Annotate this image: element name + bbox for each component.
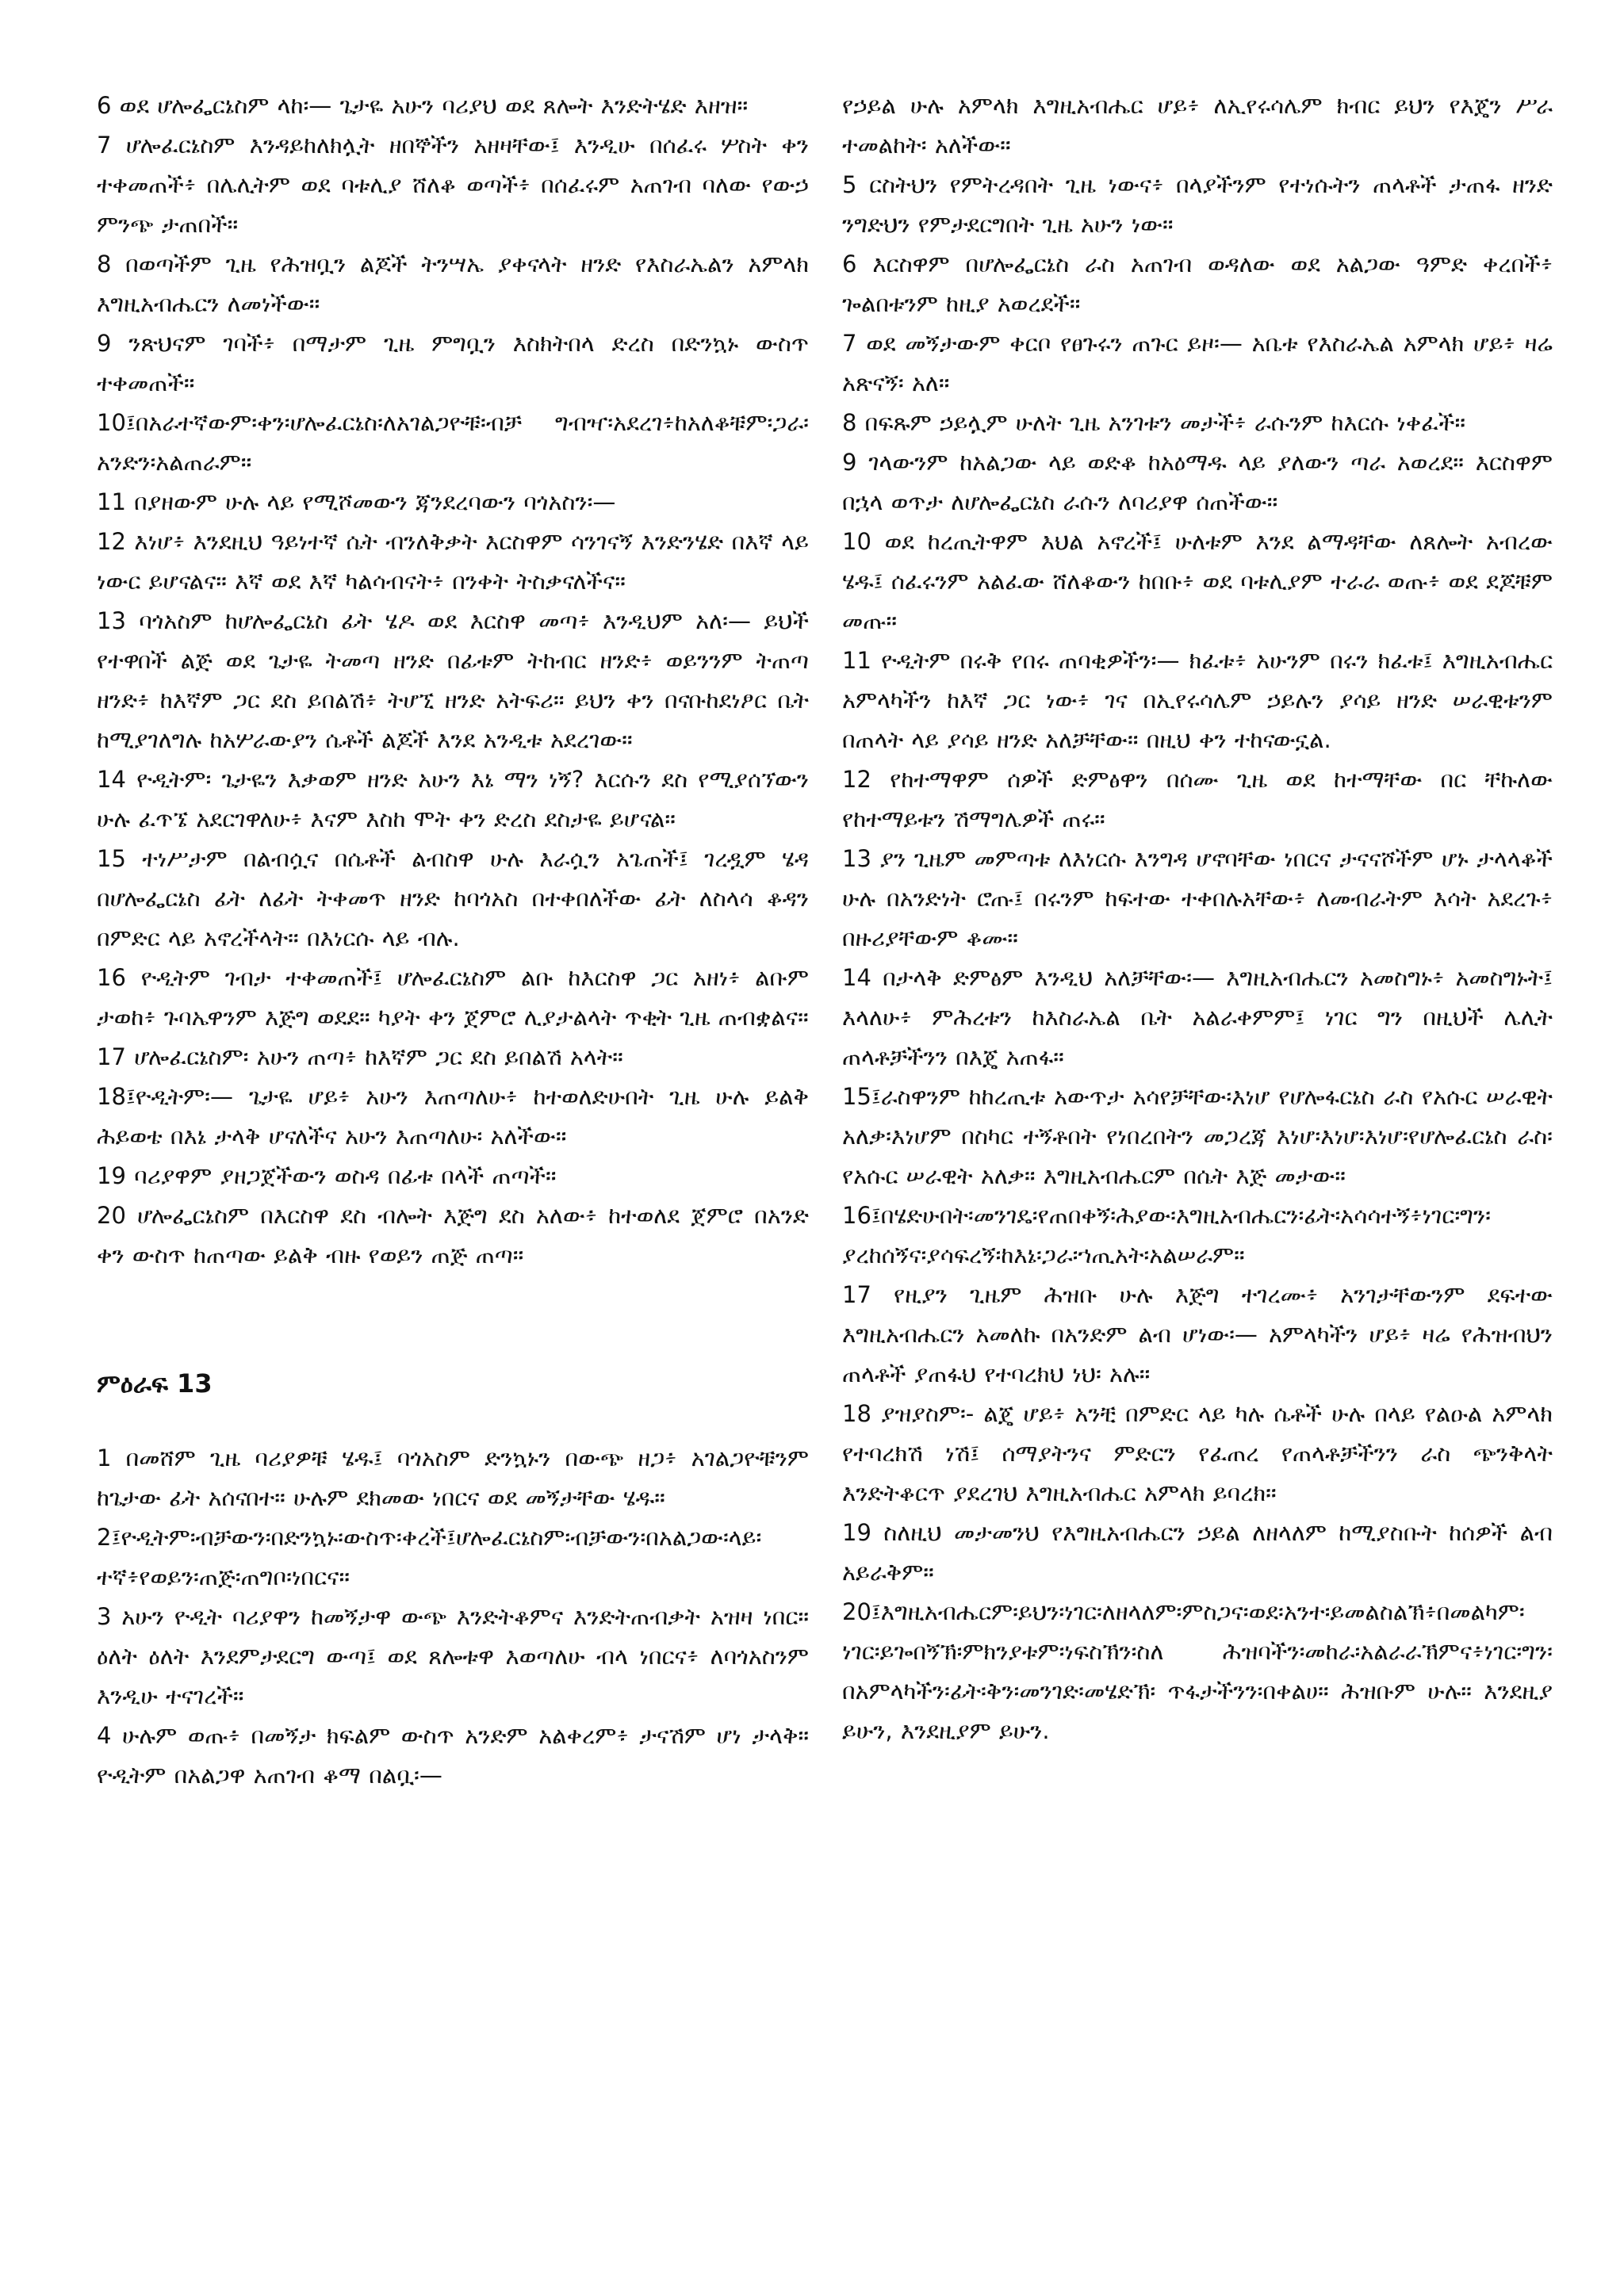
verse: 6 እርስዋም በሆሎፌርኔስ ራስ አጠገብ ወዳለው ወደ አልጋው ዓምድ ቀረበች፥ ጐልበቱንም ከዚያ አወረደች። [842,251,1553,317]
right-column [842,86,1553,1751]
verse: 19 ስለዚህ መታመንህ የእግዚአብሔርን ኃይል ለዘላለም ከሚያስቡት ከሰዎች ልብ አይራቅም። [842,1519,1553,1586]
verse: 3 አሁን ዮዲት ባሪያዋን ከመኝታዋ ውጭ እንድትቆምና እንድትጠብቃት አዝዛ ነበር። ዕለት ዕለት እንደምታደርግ ውጣ፤ ወደ ጸሎቱዋ እወጣለሁ ብላ ነበርና፥ ለባጎአስንም እንዲሁ ተናገረች። [97,1603,809,1709]
verse: 8 በወጣችም ጊዜ የሕዝቧን ልጆች ትንሣኤ ያቀናላት ዘንድ የእስራኤልን አምላክ እግዚአብሔርን ለመነችው። [97,251,809,317]
verse: 4 ሁሉም ወጡ፥ በመኝታ ክፍልም ውስጥ አንድም አልቀረም፥ ታናሽም ሆነ ታላቅ። ዮዲትም በአልጋዋ አጠገብ ቆማ በልቧ፡— [97,1722,809,1789]
left-column [97,86,809,1795]
verse: 7 ሆሎፈርኔስም እንዳይከለክሏት ዘበኞችን አዘዛቸው፤ እንዲሁ በሰፈሩ ሦስት ቀን ተቀመጠች፥ በሌሊትም ወደ ባቱሊያ ሸለቆ ወጣች፥ በሰፈሩም አጠገብ ባለው የውኃ ምንጭ ታጠበች። [97,132,809,238]
verse: 18 ያዝያስም፡- ልጄ ሆይ፥ አንቺ በምድር ላይ ካሉ ሴቶች ሁሉ በላይ የልዑል አምላክ የተባረክሽ ነሽ፤ ሰማያትንና ምድርን የፈጠረ የጠላቶቻችንን ራስ ጭንቅላት እንድትቆርጥ ያደረገህ እግዚአብሔር አምላክ ይባረክ። [842,1400,1553,1506]
verse: 14 በታላቅ ድምፅም እንዲህ አለቻቸው፡— እግዚአብሔርን አመስግኑ፥ አመስግኑት፤ እላለሁ፥ ምሕረቱን ከእስራኤል ቤት አልራቀምም፤ ነገር ግን በዚህች ሌሊት ጠላቶቻችንን በእጄ አጠፋ። [842,964,1553,1070]
verse: 20፤እግዚአብሔርም፡ይህን፡ነገር፡ለዘላለም፡ምስጋና፡ወደ፡አንተ፡ይመልስልኽ፥በመልካም፡ነገር፡ይጐበኝኽ፡ምክንያቱም፡ነፍስኽን፡ስለ ሕዝባችን፡መከራ፡አልራራኽምና፥ነገር፡ግን፡በአምላካችን፡ፊት፡ቅን፡መንገድ፡መሄድኽ፡ ጥፋታችንን፡በቀልሀ። ሕዝቡም ሁሉ። እንደዚያ ይሁን, እንደዚያም ይሁን. [842,1598,1553,1744]
verse: 9 ንጽህናም ገባች፥ በማታም ጊዜ ምግቧን እስክትበላ ድረስ በድንኳኑ ውስጥ ተቀመጠች። [97,330,809,396]
verse: 12 የከተማዋም ሰዎች ድምፅዋን በሰሙ ጊዜ ወደ ከተማቸው በር ቸኩለው የከተማይቱን ሽማግሌዎች ጠሩ። [842,766,1553,832]
verse: 13 ባጎአስም ከሆሎፌርኔስ ፊት ሄዶ ወደ እርስዋ መጣ፥ እንዲህም አለ፡— ይህች የተዋበች ልጅ ወደ ጌታዬ ትመጣ ዘንድ በፊቱም ትከብር ዘንድ፥ ወይንንም ትጠጣ ዘንድ፥ ከእኛም ጋር ደስ ይበልሽ፥ ትሆኚ ዘንድ አትፍሪ። ይህን ቀን በናቡከደነፆር ቤት ከሚያገለግሉ ከአሦራውያን ሴቶች ልጆች እንደ አንዲቱ አደረገው። [97,607,809,753]
verse: 5 ርስትህን የምትረዳበት ጊዜ ነውና፥ በላያችንም የተነሱትን ጠላቶች ታጠፋ ዘንድ ንግድህን የምታደርግበት ጊዜ አሁን ነው። [842,171,1553,238]
verse: 14 ዮዲትም፡ ጌታዬን እቃወም ዘንድ አሁን እኔ ማን ነኝ? እርሱን ደስ የሚያሰኘውን ሁሉ ፈጥኜ አደርገዋለሁ፥ እናም እስከ ሞት ቀን ድረስ ደስታዬ ይሆናል። [97,766,809,832]
verse: 1 በመሸም ጊዜ ባሪያዎቹ ሄዱ፤ ባጎአስም ድንኳኑን በውጭ ዘጋ፥ አገልጋዮቹንም ከጌታው ፊት አሰናበተ። ሁሉም ደክመው ነበርና ወደ መኝታቸው ሄዱ። [97,1445,809,1511]
verse: 17 ሆሎፈርኔስም፡ አሁን ጠጣ፥ ከእኛም ጋር ደስ ይበልሽ አላት። [97,1043,623,1070]
verse: 16 ዮዲትም ገብታ ተቀመጠች፤ ሆሎፈርኔስም ልቡ ከእርስዋ ጋር አዘነ፥ ልቡም ታወከ፥ ጉባኤዋንም እጅግ ወደደ። ካያት ቀን ጀምሮ ሊያታልላት ጥቂት ጊዜ ጠብቋልና። [97,964,809,1031]
verse: 8 በፍጹም ኃይሏም ሁለት ጊዜ አንገቱን መታች፥ ራሱንም ከእርሱ ነቀፈች። [842,409,1466,436]
verse: 16፤በሄድሁበት፡መንገዴ፡የጠበቀኝ፡ሕያው፡እግዚአብሔርን፡ፊት፡አሳሳተኝ፥ነገር፡ግን፡ያረከሰኝና፡ያሳፍረኝ፡ከእኔ፡ጋራ፡ኀጢአት፡አልሠራም። [842,1202,1492,1269]
verse: 7 ወደ መኝታውም ቀርቦ የፀጉሩን ጠጉር ይዞ፡— አቤቱ የእስራኤል አምላክ ሆይ፥ ዛሬ አጽናኝ፡ አለ። [842,330,1553,396]
verse: 18፤ዮዲትም፡— ጌታዬ ሆይ፥ አሁን እጠጣለሁ፥ ከተወለድሁበት ጊዜ ሁሉ ይልቅ ሕይወቴ በእኔ ታላቅ ሆናለችና አሁን እጠጣለሁ፡ አለችው። [97,1083,809,1150]
verse: 10 ወደ ከረጢትዋም እህል አኖረች፤ ሁለቱም እንደ ልማዳቸው ለጸሎት አብረው ሄዱ፤ ሰፈሩንም አልፈው ሸለቆውን ከበቡ፥ ወደ ባቱሊያም ተራራ ወጡ፥ ወደ ደጆቹም መጡ። [842,528,1553,634]
chapter-heading: ምዕራፍ 13 [97,1368,213,1399]
verse: 20 ሆሎፌርኔስም በእርስዋ ደስ ብሎት እጅግ ደስ አለው፥ ከተወለደ ጀምሮ በአንድ ቀን ውስጥ ከጠጣው ይልቅ ብዙ የወይን ጠጅ ጠጣ። [97,1202,809,1269]
verse: 12 እነሆ፥ እንደዚህ ዓይነተኛ ሴት ብንለቅቃት እርስዋም ሳንገናኝ እንድንሄድ በእኛ ላይ ነውር ይሆናልና። እኛ ወደ እኛ ካልሳብናት፥ በንቀት ትስቃናለችና። [97,528,809,595]
verse: 13 ያን ጊዜም መምጣቱ ለእነርሱ እንግዳ ሆኖባቸው ነበርና ታናናሾችም ሆኑ ታላላቆች ሁሉ በአንድነት ሮጡ፤ በሩንም ከፍተው ተቀበሉአቸው፥ ለመብራትም እሳት አደረጉ፥ በዙሪያቸውም ቆሙ። [842,845,1553,951]
verse: 17 የዚያን ጊዜም ሕዝቡ ሁሉ እጅግ ተገረሙ፥ አንገታቸውንም ደፍተው እግዚአብሔርን አመለኩ በአንድም ልብ ሆነው፡— አምላካችን ሆይ፥ ዛሬ የሕዝብህን ጠላቶች ያጠፋህ የተባረክህ ነህ፡ አሉ። [842,1281,1553,1387]
verse: 11 በያዘውም ሁሉ ላይ የሚሾመውን ጃንደረባውን ባጎአስን፡— [97,488,616,515]
verse: 11 ዮዲትም በሩቅ የበሩ ጠባቂዎችን፡— ክፈቱ፥ አሁንም በሩን ክፈቱ፤ እግዚአብሔር አምላካችን ከእኛ ጋር ነው፥ ገና በኢየሩሳሌም ኃይሉን ያሳይ ዘንድ ሠራዊቱንም በጠላት ላይ ያሳይ ዘንድ አለቻቸው። በዚህ ቀን ተከናውኗል. [842,647,1553,753]
verse: 15፤ራስዋንም ከከረጢቱ አውጥታ አሳየቻቸው፡እነሆ የሆሎፋርኔስ ራስ የአሱር ሠራዊት አለቃ፡እነሆም በስካር ተኝቶበት የነበረበትን መጋረጃ እነሆ፡እነሆ፡እነሆ፡የሆሎፈርኔስ ራስ፡የአሱር ሠራዊት አለቃ። እግዚአብሔርም በሴት እጅ መታው። [842,1083,1553,1189]
verse: 2፤ዮዲትም፡ብቻውን፡በድንኳኑ፡ውስጥ፡ቀረች፤ሆሎፈርኔስም፡ብቻውን፡በአልጋው፡ላይ፡ተኛ፥የወይን፡ጠጅ፡ጠግቦ፡ነበርና። [97,1524,762,1590]
verse: 10፤በአራተኛውም፡ቀን፡ሆሎፈርኔስ፡ለአገልጋዮቹ፡ብቻ ግብዣ፡አደረገ፥ከአለቆቹም፡ጋራ፡አንድን፡አልጠራም። [97,409,809,476]
verse: የኃይል ሁሉ አምላክ እግዚአብሔር ሆይ፥ ለኢየሩሳሌም ክብር ይህን የእጄን ሥራ ተመልከት፡ አለችው። [842,92,1553,159]
verse: 15 ተነሥታም በልብሷና በሴቶች ልብስዋ ሁሉ እራሷን አጌጠች፤ ገረዷም ሄዳ በሆሎፌርኔስ ፊት ለፊት ትቀመጥ ዘንድ ከባጎአስ በተቀበለችው ፊት ለስላሳ ቆዳን በምድር ላይ አኖረችላት። በእነርሱ ላይ ብሉ. [97,845,809,951]
verse: 6 ወደ ሆሎፌርኔስም ላከ፡— ጌታዬ አሁን ባሪያህ ወደ ጸሎት እንድትሄድ እዘዝ። [97,92,749,119]
verse: 19 ባሪያዋም ያዘጋጀችውን ወስዳ በፊቱ በላች ጠጣች። [97,1162,557,1189]
verse: 9 ገላውንም ከአልጋው ላይ ወድቆ ከአዕማዱ ላይ ያለውን ጣራ አወረደ። እርስዋም በኋላ ወጥታ ለሆሎፌርኔስ ራሱን ለባሪያዋ ሰጠችው። [842,449,1553,515]
